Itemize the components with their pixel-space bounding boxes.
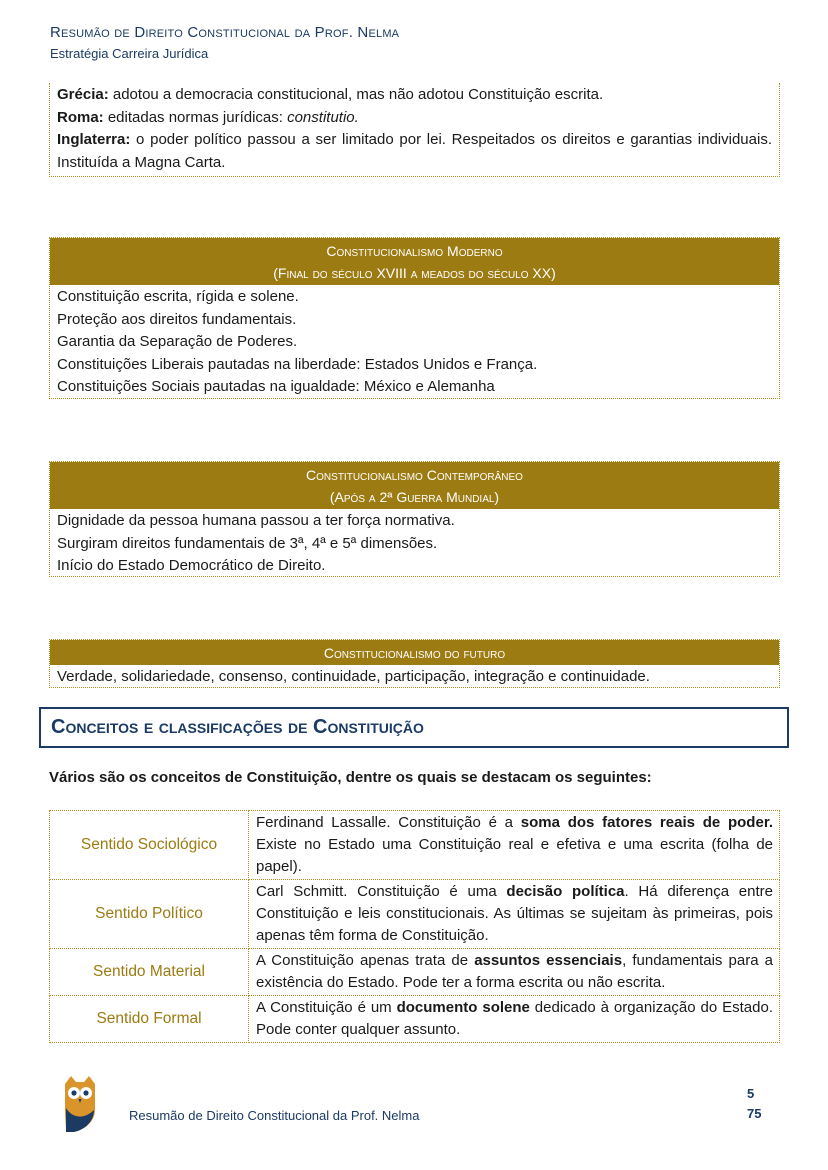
- list-item: Surgiram direitos fundamentais de 3ª, 4ª e 5ª dimensões.: [57, 534, 438, 552]
- definition-text: A Constituição apenas trata de: [256, 952, 475, 969]
- contemporaneo-subtitle: (Após a 2ª Guerra Mundial): [329, 489, 500, 505]
- contemporaneo-header-band: [50, 462, 779, 509]
- inglaterra-text: o poder político passou a ser limitado por lei. Respeitados os direitos e garantias individuais. Instituída a Magna Carta.: [57, 131, 772, 171]
- moderno-subtitle: (Final do século XVIII a meados do século XX): [273, 265, 556, 281]
- definition-text: Ferdinand Lassalle. Constituição é a: [256, 814, 521, 831]
- list-item: Proteção aos direitos fundamentais.: [57, 310, 297, 328]
- concept-definition: [249, 811, 780, 880]
- definition-text: Existe no Estado uma Constituição real e efetiva e uma escrita (folha de papel).: [256, 836, 773, 875]
- document-header-title: Resumão de Direito Constitucional da Prof. Nelma: [50, 24, 400, 41]
- definition-text: . Há diferença entre Constituição e leis constitucionais. As últimas se sujeitam às primeiras, pois apenas têm forma de Constituição.: [256, 883, 773, 944]
- list-item: Garantia da Separação de Poderes.: [57, 333, 298, 350]
- list-item: Dignidade da pessoa humana passou a ter força normativa.: [57, 512, 455, 529]
- grecia-label: Grécia:: [57, 86, 109, 103]
- table-row: [50, 996, 780, 1043]
- definition-key-term: documento solene: [396, 999, 530, 1016]
- grecia-text: adotou a democracia constitucional, mas não adotou Constituição escrita.: [108, 86, 604, 103]
- concept-term: Sentido Sociológico: [50, 811, 249, 880]
- definition-key-term: decisão política: [506, 883, 625, 900]
- definition-key-term: soma dos fatores reais de poder.: [520, 814, 773, 831]
- concept-term: Sentido Material: [50, 949, 249, 996]
- list-item: Constituições Liberais pautadas na liberdade: Estados Unidos e França.: [57, 355, 538, 373]
- futuro-title: Constitucionalismo do futuro: [323, 645, 506, 661]
- roma-term: constitutio.: [287, 108, 359, 126]
- definition-text: , fundamentais para a existência do Estado. Pode ter a forma escrita ou não escrita.: [256, 952, 773, 991]
- list-item: Constituição escrita, rígida e solene.: [57, 288, 299, 305]
- moderno-header-band: [50, 238, 779, 285]
- table-row: [50, 811, 780, 880]
- page-total: 75: [747, 1106, 762, 1121]
- moderno-box: [49, 237, 780, 399]
- footer-text: Resumão de Direito Constitucional da Prof. Nelma: [129, 1108, 420, 1123]
- concept-term: Sentido Formal: [50, 996, 249, 1043]
- futuro-header-band: [50, 640, 779, 665]
- ancient-constitutionalism-box: [49, 83, 780, 177]
- concept-definition: [249, 996, 780, 1043]
- inglaterra-label: Inglaterra:: [57, 131, 131, 148]
- inglaterra-line: [57, 129, 772, 174]
- list-item: Verdade, solidariedade, consenso, continuidade, participação, integração e continuidade.: [57, 668, 650, 685]
- roma-text: editadas normas jurídicas:: [103, 108, 288, 126]
- list-item: Início do Estado Democrático de Direito.: [57, 557, 326, 574]
- concepts-table: [49, 810, 780, 1043]
- moderno-title: Constitucionalismo Moderno: [326, 243, 503, 259]
- definition-text: A Constituição é um: [256, 999, 397, 1016]
- roma-line: [57, 107, 772, 130]
- concept-definition: [249, 949, 780, 996]
- table-row: [50, 880, 780, 949]
- section-intro: Vários são os conceitos de Constituição, dentre os quais se destacam os seguintes:: [49, 769, 652, 786]
- page-number: 5: [747, 1086, 755, 1101]
- list-item: Constituições Sociais pautadas na igualdade: México e Alemanha: [57, 378, 495, 395]
- definition-text: dedicado à organização do Estado. Pode conter qualquer assunto.: [256, 999, 773, 1038]
- roma-label: Roma:: [57, 108, 104, 126]
- futuro-box: [49, 639, 780, 688]
- grecia-line: [57, 84, 772, 107]
- table-row: [50, 949, 780, 996]
- concept-term: Sentido Político: [50, 880, 249, 949]
- contemporaneo-title: Constitucionalismo Contemporâneo: [306, 467, 523, 483]
- definition-key-term: assuntos essenciais: [474, 952, 623, 969]
- document-header-subtitle: Estratégia Carreira Jurídica: [50, 46, 209, 61]
- concept-definition: [249, 880, 780, 949]
- contemporaneo-box: [49, 461, 780, 577]
- section-heading: Conceitos e classificações de Constituição: [39, 707, 789, 748]
- owl-logo-icon: [62, 1074, 98, 1134]
- definition-text: Carl Schmitt. Constituição é uma: [256, 883, 507, 900]
